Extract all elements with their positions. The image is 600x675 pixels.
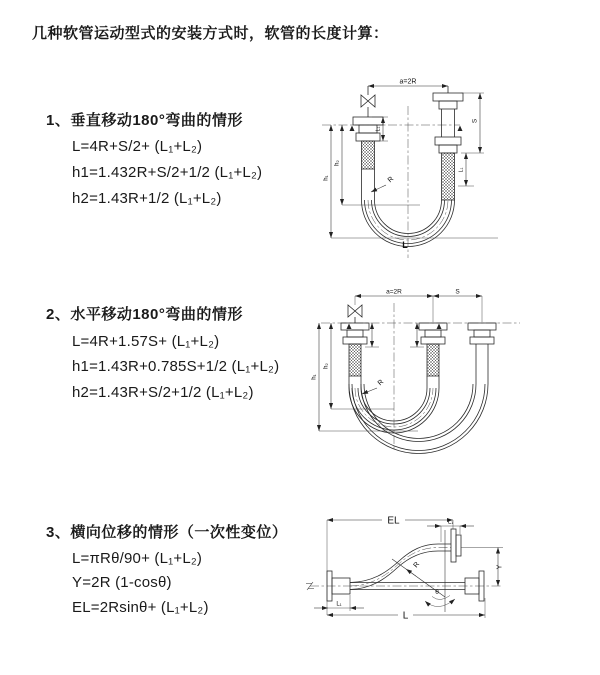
theta-angle (425, 589, 455, 607)
el-dimension (327, 516, 453, 616)
el-label: EL (387, 515, 400, 527)
r-label: R (376, 378, 386, 388)
y-label: Y (496, 564, 504, 570)
l-label: L (402, 240, 408, 250)
l-label: L (402, 610, 409, 622)
section-3-formula-Y: Y=2R (1-cosθ) (72, 574, 172, 591)
section-1-formula-h2: h2=1.43R+1/2 (L₁+L₂) (72, 190, 222, 207)
middle-pipe-fitting (419, 323, 447, 376)
l1-top-dimension (427, 520, 474, 543)
h-dimensions (324, 125, 499, 238)
moved-pipe-fitting (468, 323, 496, 384)
section-3-heading: 3、横向位移的情形（一次性变位） (46, 524, 288, 541)
valve-icon (361, 86, 375, 117)
left-pipe-fitting (341, 323, 369, 376)
section-2-heading: 2、水平移动180°弯曲的情形 (46, 306, 243, 323)
diagram-3-lateral-displacement (298, 500, 600, 660)
right-pipe-fitting (433, 86, 463, 200)
l1-top-label: L₁ (447, 519, 454, 526)
h2-label: h₂ (334, 160, 341, 166)
a-2r-label: a=2R (386, 288, 402, 296)
h1-label: h₁ (323, 175, 330, 181)
section-2-formula-h1: h1=1.43R+0.785S+1/2 (L₁+L₂) (72, 358, 280, 375)
diagram-1-vertical-180-bend (308, 68, 600, 264)
s-label: S (471, 118, 479, 124)
centerlines (321, 303, 520, 451)
section-2-formula-h2: h2=1.43R+S/2+1/2 (L₁+L₂) (72, 384, 254, 401)
section-3-formula-EL: EL=2Rsinθ+ (L₁+L₂) (72, 599, 209, 616)
section-2-formula-L: L=4R+1.57S+ (L₁+L₂) (72, 333, 220, 350)
l-dimension (327, 598, 485, 622)
h1-label: h₁ (311, 374, 318, 380)
valve-icon (348, 305, 362, 323)
section-1-heading: 1、垂直移动180°弯曲的情形 (46, 112, 243, 129)
page-title: 几种软管运动型式的安装方式时，软管的长度计算： (32, 25, 389, 42)
top-dimensions (355, 289, 482, 323)
section-1-formula-L: L=4R+S/2+ (L₁+L₂) (72, 138, 203, 155)
r-label: R (412, 560, 422, 570)
h2-label: h₂ (323, 363, 330, 369)
l1-bottom-label: L₁ (336, 601, 342, 608)
upper-flange-fitting (451, 529, 461, 562)
r-label: R (386, 175, 396, 185)
bend-radius-callout (406, 561, 421, 576)
diagram-2-horizontal-180-bend (305, 281, 600, 463)
s-dimension (458, 93, 484, 186)
bend-radius-callout (362, 379, 385, 394)
theta-label: θ (435, 589, 439, 596)
a-2r-dimension (368, 79, 448, 87)
y-dimension (461, 548, 504, 587)
geometry-construction (392, 530, 445, 612)
section-1-formula-h1: h1=1.432R+S/2+1/2 (L₁+L₂) (72, 164, 263, 181)
l1-left-label: L₁ (375, 126, 382, 132)
axis-centerline (306, 582, 503, 590)
h-dimensions (312, 323, 442, 431)
fitting-length-dimensions (365, 323, 424, 347)
l1-right-label: L₁ (458, 167, 465, 173)
a-2r-label: a=2R (399, 78, 417, 86)
l1-bottom-dimension (314, 595, 364, 611)
section-3-formula-L: L=πRθ/90+ (L₁+L₂) (72, 550, 203, 567)
s-label: S (455, 288, 460, 296)
